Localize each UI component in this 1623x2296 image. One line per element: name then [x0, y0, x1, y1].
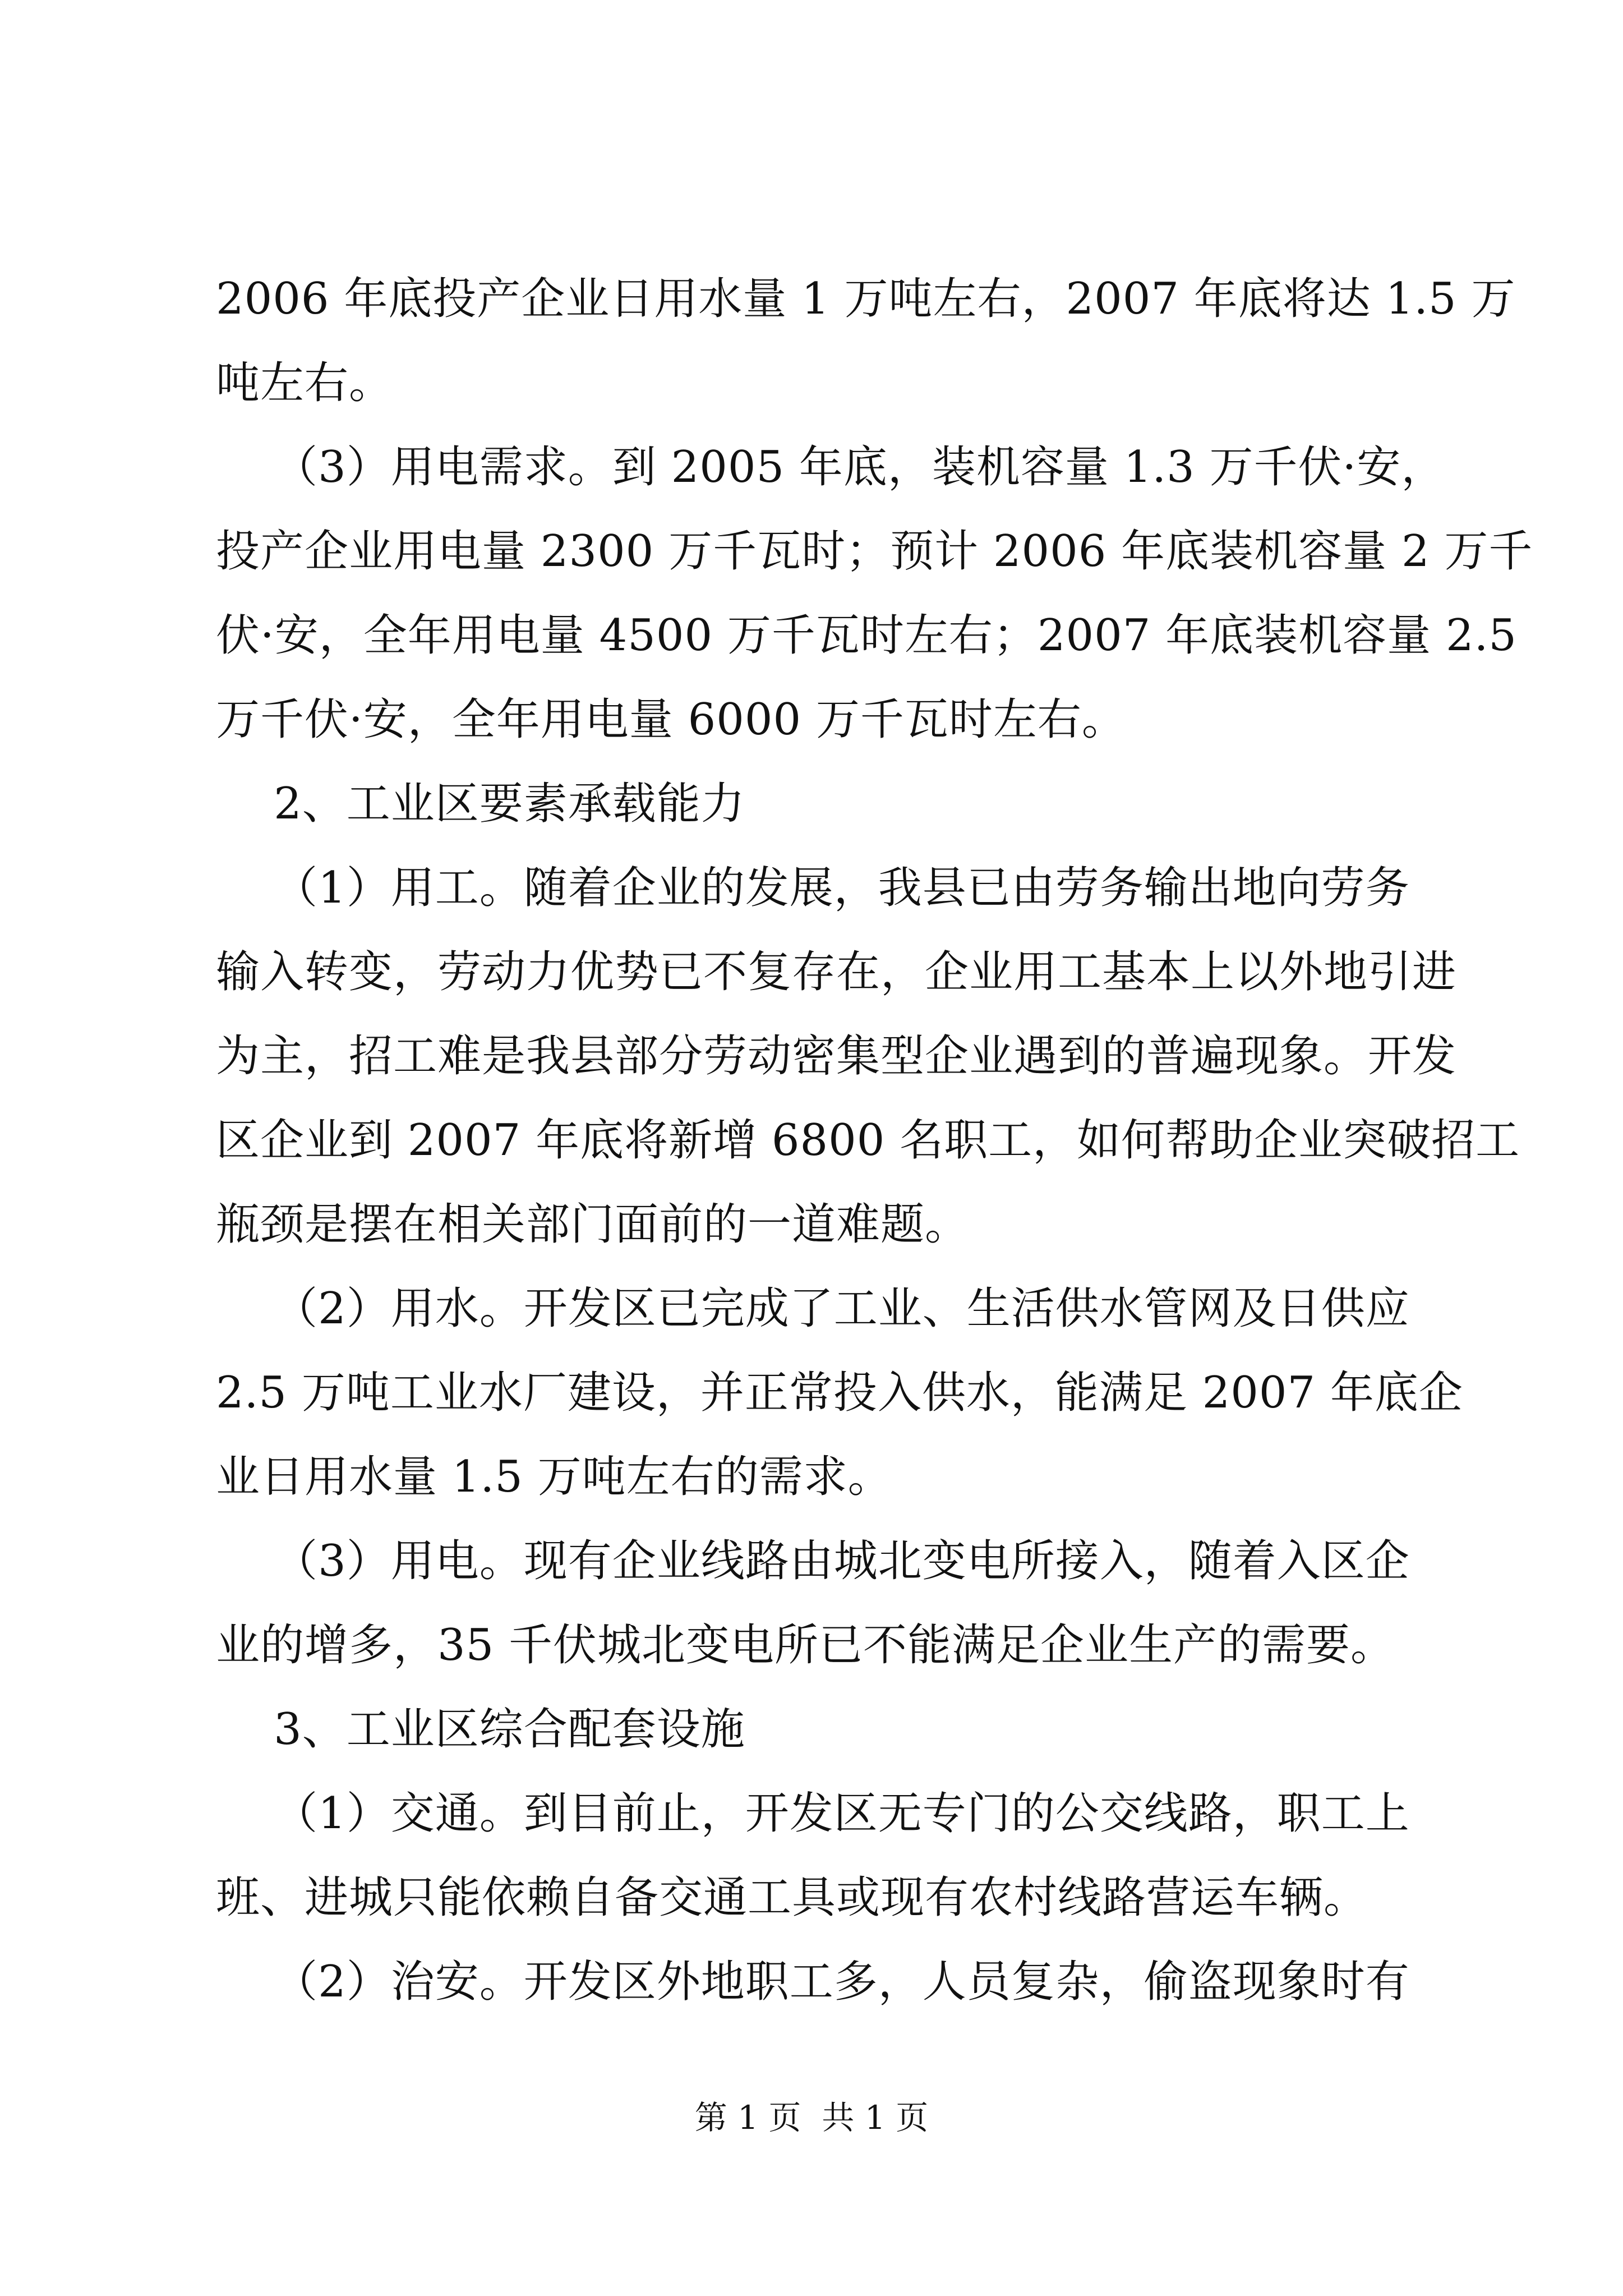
text-line: （3）用电需求。到 2005 年底，装机容量 1.3 万千伏·安， — [216, 442, 1446, 493]
text-line: 投产企业用电量 2300 万千瓦时；预计 2006 年底装机容量 2 万千 — [216, 526, 1533, 577]
text-line: 输入转变，劳动力优势已不复存在，企业用工基本上以外地引进 — [216, 947, 1457, 997]
text-line: 2006 年底投产企业日用水量 1 万吨左右，2007 年底将达 1.5 万 — [216, 274, 1516, 324]
text-line: （3）用电。现有企业线路由城北变电所接入，随着入区企 — [216, 1536, 1410, 1586]
text-line: （2）治安。开发区外地职工多，人员复杂，偷盗现象时有 — [216, 1957, 1410, 2007]
text-line: 区企业到 2007 年底将新增 6800 名职工，如何帮助企业突破招工 — [216, 1115, 1520, 1166]
page-number-footer: 第 1 页 共 1 页 — [694, 2099, 929, 2137]
text-line: 业日用水量 1.5 万吨左右的需求。 — [216, 1452, 892, 1502]
text-line: 伏·安，全年用电量 4500 万千瓦时左右；2007 年底装机容量 2.5 — [216, 610, 1518, 661]
text-line: 为主，招工难是我县部分劳动密集型企业遇到的普遍现象。开发 — [216, 1031, 1457, 1082]
text-line: 2.5 万吨工业水厂建设，并正常投入供水，能满足 2007 年底企 — [216, 1368, 1463, 1418]
section-heading: 3、工业区综合配套设施 — [216, 1704, 745, 1755]
text-line: 瓶颈是摆在相关部门面前的一道难题。 — [216, 1199, 970, 1250]
text-line: 班、进城只能依赖自备交通工具或现有农村线路营运车辆。 — [216, 1872, 1368, 1923]
text-line: 业的增多，35 千伏城北变电所已不能满足企业生产的需要。 — [216, 1620, 1395, 1671]
text-line: （2）用水。开发区已完成了工业、生活供水管网及日供应 — [216, 1283, 1410, 1334]
text-line: （1）交通。到目前止，开发区无专门的公交线路，职工上 — [216, 1788, 1410, 1839]
text-line: （1）用工。随着企业的发展，我县已由劳务输出地向劳务 — [216, 863, 1410, 913]
text-line: 吨左右。 — [216, 358, 394, 408]
section-heading: 2、工业区要素承载能力 — [216, 779, 745, 829]
text-line: 万千伏·安，全年用电量 6000 万千瓦时左右。 — [216, 694, 1126, 745]
